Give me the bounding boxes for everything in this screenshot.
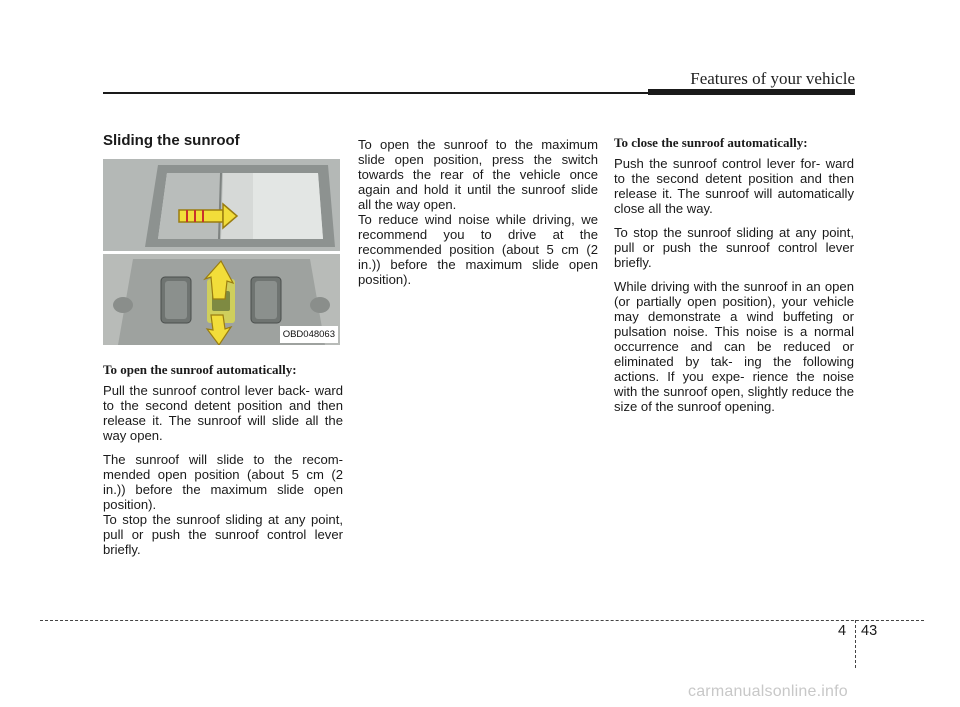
open-paragraph-3: To stop the sunroof sliding at any point, pull or push the sunroof control lever briefly. (103, 512, 343, 557)
right-switch (251, 277, 281, 323)
column-1 (103, 133, 343, 566)
footer-divider (855, 620, 856, 668)
page-number: 43 (861, 623, 878, 639)
wind-noise-paragraph: To reduce wind noise while driving, we recommend you to drive at the recommended position (about 5 cm (2 in.)) before the maximum slide open position). (358, 212, 598, 287)
open-subheading: To open the sunroof automatically: (103, 362, 297, 377)
section-title: Sliding the sunroof (103, 132, 240, 149)
close-paragraph-1: Push the sunroof control lever for- ward to the second detent position and then release it. The sunroof will automatically close all the way. (614, 156, 854, 216)
close-paragraph-2: To stop the sunroof sliding at any point, pull or push the sunroof control lever briefly. (614, 225, 854, 270)
header-rule-accent (648, 89, 855, 95)
column-3 (614, 135, 854, 423)
sunroof-illustration (103, 159, 340, 345)
open-paragraph-1: Pull the sunroof control lever back- ward to the second detent position and then release it. The sunroof will slide all the way open. (103, 383, 343, 443)
close-paragraph-3: While driving with the sunroof in an open (or partially open position), your vehicle may demonstrate a wind buffeting or pulsation noise. This noise is a normal occurrence and can be reduced or eliminated by tak- ing the following actions. If you expe- rience the noise with the sunroof open, slightly reduce the size of the sunroof opening. (614, 279, 854, 414)
figure-code: OBD048063 (280, 326, 338, 343)
footer-rule (40, 620, 924, 621)
open-paragraph-2: The sunroof will slide to the recom- mended open position (about 5 cm (2 in.)) before the maximum slide open position). (103, 452, 343, 512)
watermark: carmanualsonline.info (688, 683, 848, 700)
page-header-title: Features of your vehicle (690, 69, 855, 88)
chapter-number: 4 (838, 623, 847, 639)
close-subheading: To close the sunroof automatically: (614, 135, 808, 150)
column-2 (358, 137, 598, 296)
left-switch (161, 277, 191, 323)
max-open-paragraph: To open the sunroof to the maximum slide open position, press the switch towards the rear of the vehicle once again and hold it until the sunroof slide all the way open. (358, 137, 598, 212)
sunroof-figure (103, 159, 340, 345)
